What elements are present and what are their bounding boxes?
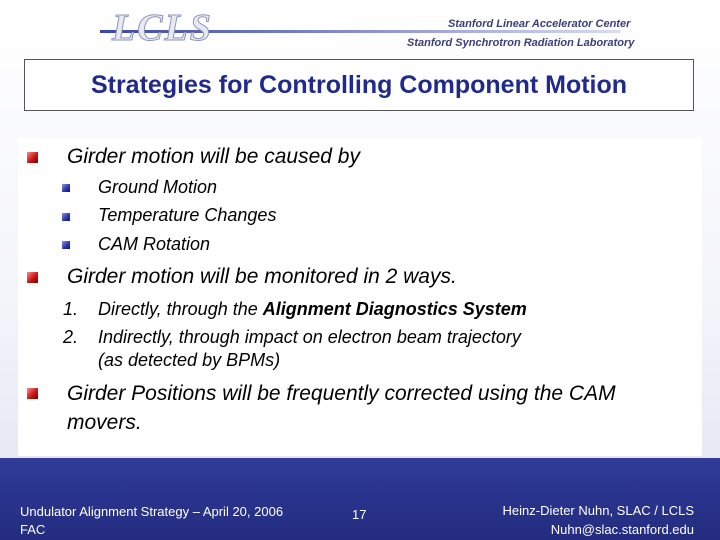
footer-right (503, 501, 694, 539)
alignment-diagnostics-system: Alignment Diagnostics System (262, 299, 527, 319)
list-number-2: 2. (63, 327, 79, 347)
bullet-square-icon (27, 152, 38, 163)
footer-left (20, 503, 283, 539)
bullet-1-text: Girder motion will be caused by (67, 145, 360, 168)
lcls-logo: LCLS (112, 7, 213, 49)
list-item-2-line-1: Indirectly, through impact on electron beam trajectory (98, 327, 521, 347)
sub-bullet-square-icon (62, 213, 70, 221)
list-item-1-text: Directly, through the (98, 299, 263, 319)
footer-author: Heinz-Dieter Nuhn, SLAC / LCLS (502, 503, 694, 518)
bullet-square-icon (27, 388, 38, 399)
footer-email: Nuhn@slac.stanford.edu (550, 522, 694, 537)
lab-name-ssrl: Stanford Synchrotron Radiation Laboratory (407, 37, 635, 49)
list-item-1 (98, 299, 527, 320)
footer-presentation-title: Undulator Alignment Strategy – April 20, 2006 (20, 504, 284, 519)
bullet-3-line-2: movers. (67, 411, 142, 434)
slide-title-box (24, 59, 694, 111)
bullet-square-icon (27, 272, 38, 283)
lab-name-slac: Stanford Linear Accelerator Center (448, 18, 631, 30)
bullet-3-line-1: Girder Positions will be frequently corrected using the CAM (67, 382, 616, 405)
sub-bullet-ground-motion: Ground Motion (98, 177, 218, 197)
sub-bullet-square-icon (62, 184, 70, 192)
sub-bullet-temperature: Temperature Changes (98, 205, 277, 225)
slide-title: Strategies for Controlling Component Motion (90, 70, 628, 99)
slide-header (0, 0, 720, 58)
page-number: 17 (352, 507, 367, 522)
bullet-2-text: Girder motion will be monitored in 2 ways. (67, 265, 457, 288)
sub-bullet-square-icon (62, 241, 70, 249)
list-item-2-line-2: (as detected by BPMs) (98, 350, 281, 370)
list-number-1: 1. (63, 299, 79, 319)
sub-bullet-cam-rotation: CAM Rotation (98, 234, 211, 254)
footer-committee: FAC (20, 522, 46, 537)
